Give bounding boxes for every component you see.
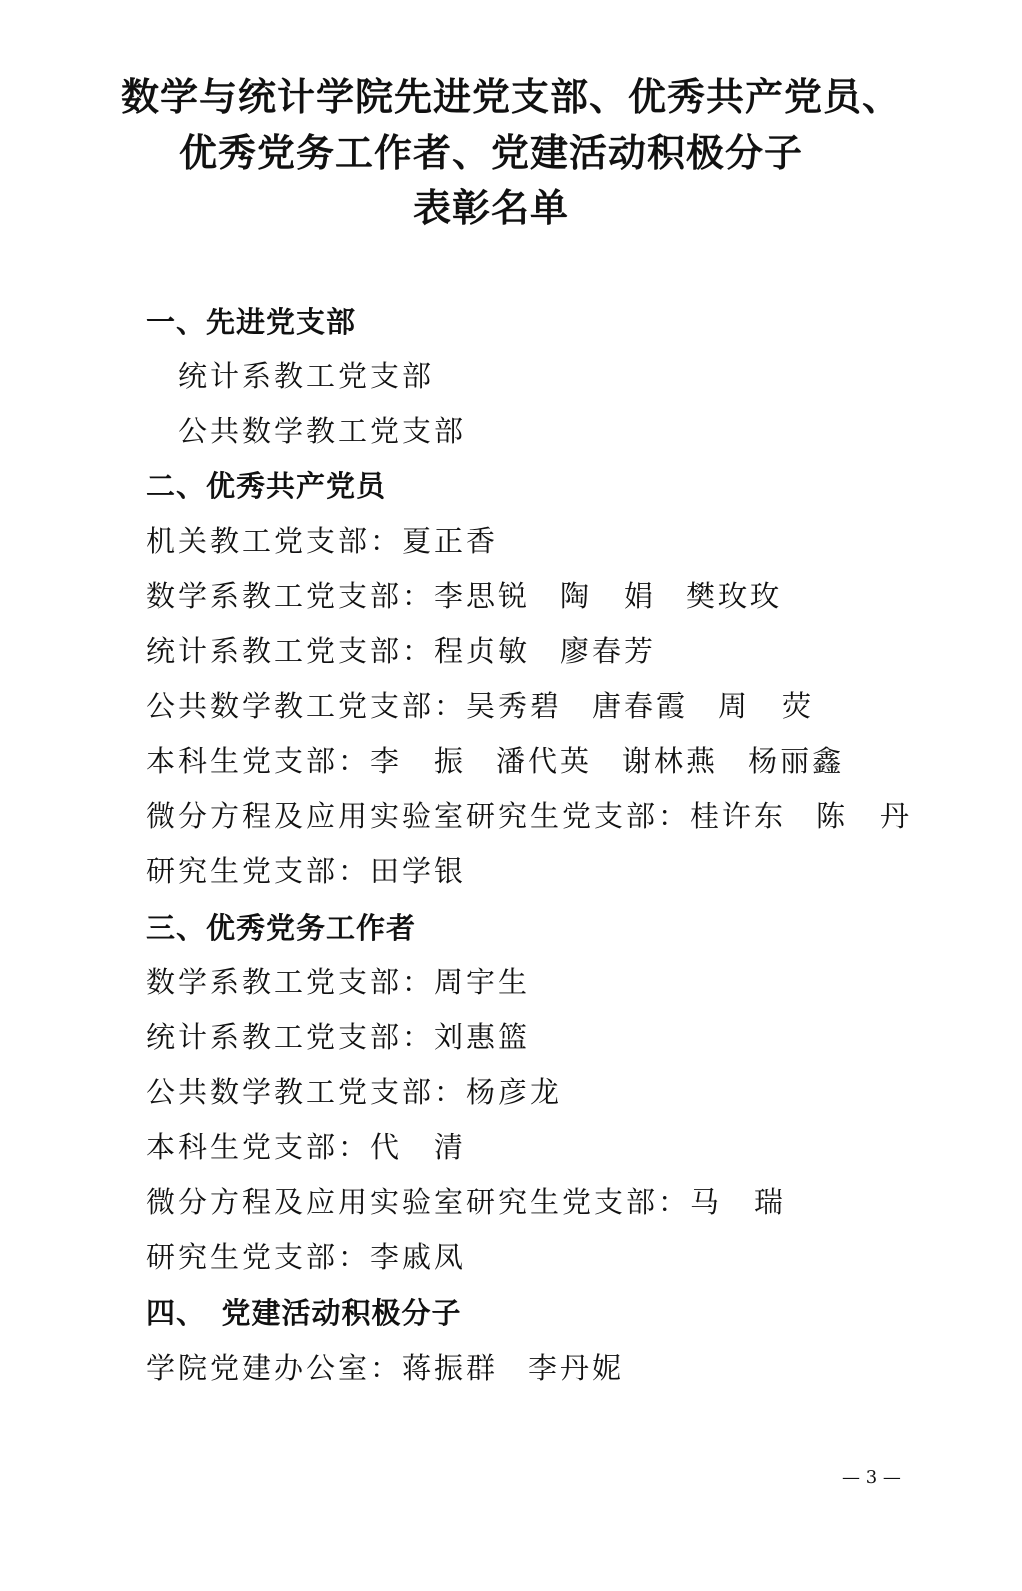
- section-heading-excellent-members: 二、优秀共产党员: [146, 469, 387, 503]
- list-item: [146, 1348, 624, 1388]
- person-name: 刘惠篮: [434, 1020, 531, 1054]
- branch-name: 公共数学教工党支部：: [146, 1075, 467, 1109]
- person-name: 田学银: [370, 854, 467, 888]
- branch-name: 微分方程及应用实验室研究生党支部：: [146, 1185, 691, 1219]
- list-item: 公共数学教工党支部: [178, 414, 467, 448]
- branch-name: 本科生党支部：: [146, 744, 371, 778]
- list-item: [146, 851, 466, 891]
- person-name: 樊玫玫: [686, 579, 783, 613]
- list-item: [146, 521, 498, 561]
- person-name: 桂许东: [690, 799, 787, 833]
- branch-name: 微分方程及应用实验室研究生党支部：: [146, 799, 691, 833]
- branch-name: 机关教工党支部：: [146, 524, 403, 558]
- list-item: [146, 796, 912, 836]
- person-name: 马 瑞: [690, 1185, 787, 1219]
- person-name: 谢林燕: [622, 744, 719, 778]
- list-item: [146, 1182, 786, 1222]
- person-name: 周 荧: [718, 689, 815, 723]
- list-item: [146, 686, 814, 726]
- branch-name: 统计系教工党支部：: [146, 1020, 435, 1054]
- person-name: 吴秀碧: [466, 689, 563, 723]
- person-name: 夏正香: [402, 524, 499, 558]
- branch-name: 统计系教工党支部：: [146, 634, 435, 668]
- branch-name: 研究生党支部：: [146, 854, 371, 888]
- list-item: [146, 576, 782, 616]
- branch-name: 数学系教工党支部：: [146, 579, 435, 613]
- list-item: [146, 962, 530, 1002]
- list-item: [146, 1237, 466, 1277]
- list-item: [146, 631, 656, 671]
- list-item: [146, 741, 844, 781]
- person-name: 潘代英: [496, 744, 593, 778]
- person-name: 陈 丹: [816, 799, 913, 833]
- person-name: 李丹妮: [528, 1351, 625, 1385]
- person-name: 蒋振群: [402, 1351, 499, 1385]
- person-name: 周宇生: [434, 965, 531, 999]
- person-name: 李 振: [370, 744, 467, 778]
- person-name: 唐春霞: [592, 689, 689, 723]
- list-item: 统计系教工党支部: [178, 359, 435, 393]
- title-line-3: 表彰名单: [412, 186, 569, 230]
- branch-name: 研究生党支部：: [146, 1240, 371, 1274]
- title-line-1: 数学与统计学院先进党支部、优秀共产党员、: [120, 75, 901, 119]
- title-line-2: 优秀党务工作者、党建活动积极分子: [178, 131, 803, 175]
- page-number: — 3 —: [842, 1467, 901, 1488]
- list-item: [146, 1072, 562, 1112]
- person-name: 程贞敏: [434, 634, 531, 668]
- person-name: 杨丽鑫: [748, 744, 845, 778]
- branch-name: 公共数学教工党支部：: [146, 689, 467, 723]
- person-name: 陶 娟: [560, 579, 657, 613]
- person-name: 李思锐: [434, 579, 531, 613]
- person-name: 廖春芳: [560, 634, 657, 668]
- branch-name: 数学系教工党支部：: [146, 965, 435, 999]
- branch-name: 本科生党支部：: [146, 1130, 371, 1164]
- section-heading-advanced-branches: 一、先进党支部: [146, 305, 357, 339]
- person-name: 杨彦龙: [466, 1075, 563, 1109]
- list-item: [146, 1017, 530, 1057]
- person-name: 李戚凤: [370, 1240, 467, 1274]
- branch-name: 学院党建办公室：: [146, 1351, 403, 1385]
- person-name: 代 清: [370, 1130, 467, 1164]
- section-heading-active-members: 四、 党建活动积极分子: [146, 1296, 462, 1330]
- list-item: [146, 1127, 466, 1167]
- section-heading-excellent-workers: 三、优秀党务工作者: [146, 911, 417, 945]
